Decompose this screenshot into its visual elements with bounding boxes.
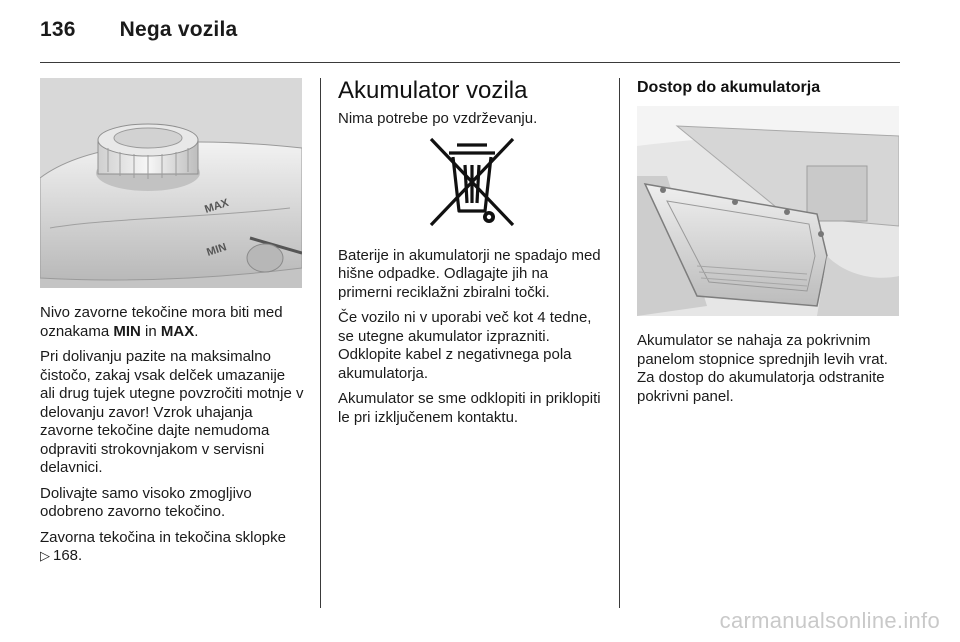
max-mark-label: MAX	[203, 196, 231, 216]
approved-fluid-text: Dolivajte samo visoko zmogljivo odobreno zavorno tekočino.	[40, 484, 252, 520]
page-reference-link[interactable]: 168.	[53, 547, 83, 564]
min-mark-label: MIN	[205, 241, 229, 259]
battery-disposal-text: Baterije in akumulatorji ne spadajo med hišne odpadke. Odlagajte jih na primerni reciklažni zbiralni točki.	[338, 246, 601, 301]
column-battery-access	[637, 78, 901, 413]
column-divider-1	[320, 78, 321, 608]
arrow-reference-icon: ▷	[40, 548, 50, 563]
battery-disconnect-text: Akumulator se sme odklopiti in priklopiti le pri izključenem kontaktu.	[338, 390, 601, 426]
step-cover-panel-photo	[637, 106, 899, 316]
column-vehicle-battery	[338, 78, 606, 434]
battery-discharge-text: Če vozilo ni v uporabi več kot 4 tedne, se utegne akumulator izprazniti. Odklopite kabel z negativnega pola akumulatorja.	[338, 309, 592, 382]
page-header	[40, 18, 237, 48]
battery-location-text: Akumulator se nahaja za pokrivnim panelom stopnice sprednjih levih vrat. Za dostop do akumulatorja odstranite pokrivni panel.	[637, 332, 888, 405]
brake-fluid-reservoir-photo	[40, 78, 302, 288]
maintenance-free-text: Nima potrebe po vzdrževanju.	[338, 110, 538, 127]
battery-access-heading: Dostop do akumulatorja	[637, 79, 821, 96]
column-divider-2	[619, 78, 620, 608]
page-title: Nega vozila	[119, 18, 238, 41]
page-number: 136	[40, 18, 76, 41]
crossed-out-wheeled-bin-icon	[427, 137, 517, 229]
brake-fluid-level-text: Nivo zavorne tekočine mora biti med oznakama MIN in MAX.	[40, 304, 283, 340]
header-divider	[40, 62, 900, 63]
brake-clutch-fluid-reference: Zavorna tekočina in tekočina sklopke ▷ 168.	[40, 528, 286, 564]
refill-caution-text: Pri dolivanju pazite na maksimalno čistočo, zakaj vsak delček umazanije ali drug tujek utegne povzročiti motnje v delovanju zavor! Vzrok uhajanja zavorne tekočine dajte nemudoma odpraviti strokovnjakom v servisni delavnici.	[40, 348, 304, 476]
vehicle-battery-heading: Akumulator vozila	[338, 77, 528, 104]
column-brake-fluid	[40, 78, 304, 573]
watermark: carmanualsonline.info	[719, 608, 940, 633]
